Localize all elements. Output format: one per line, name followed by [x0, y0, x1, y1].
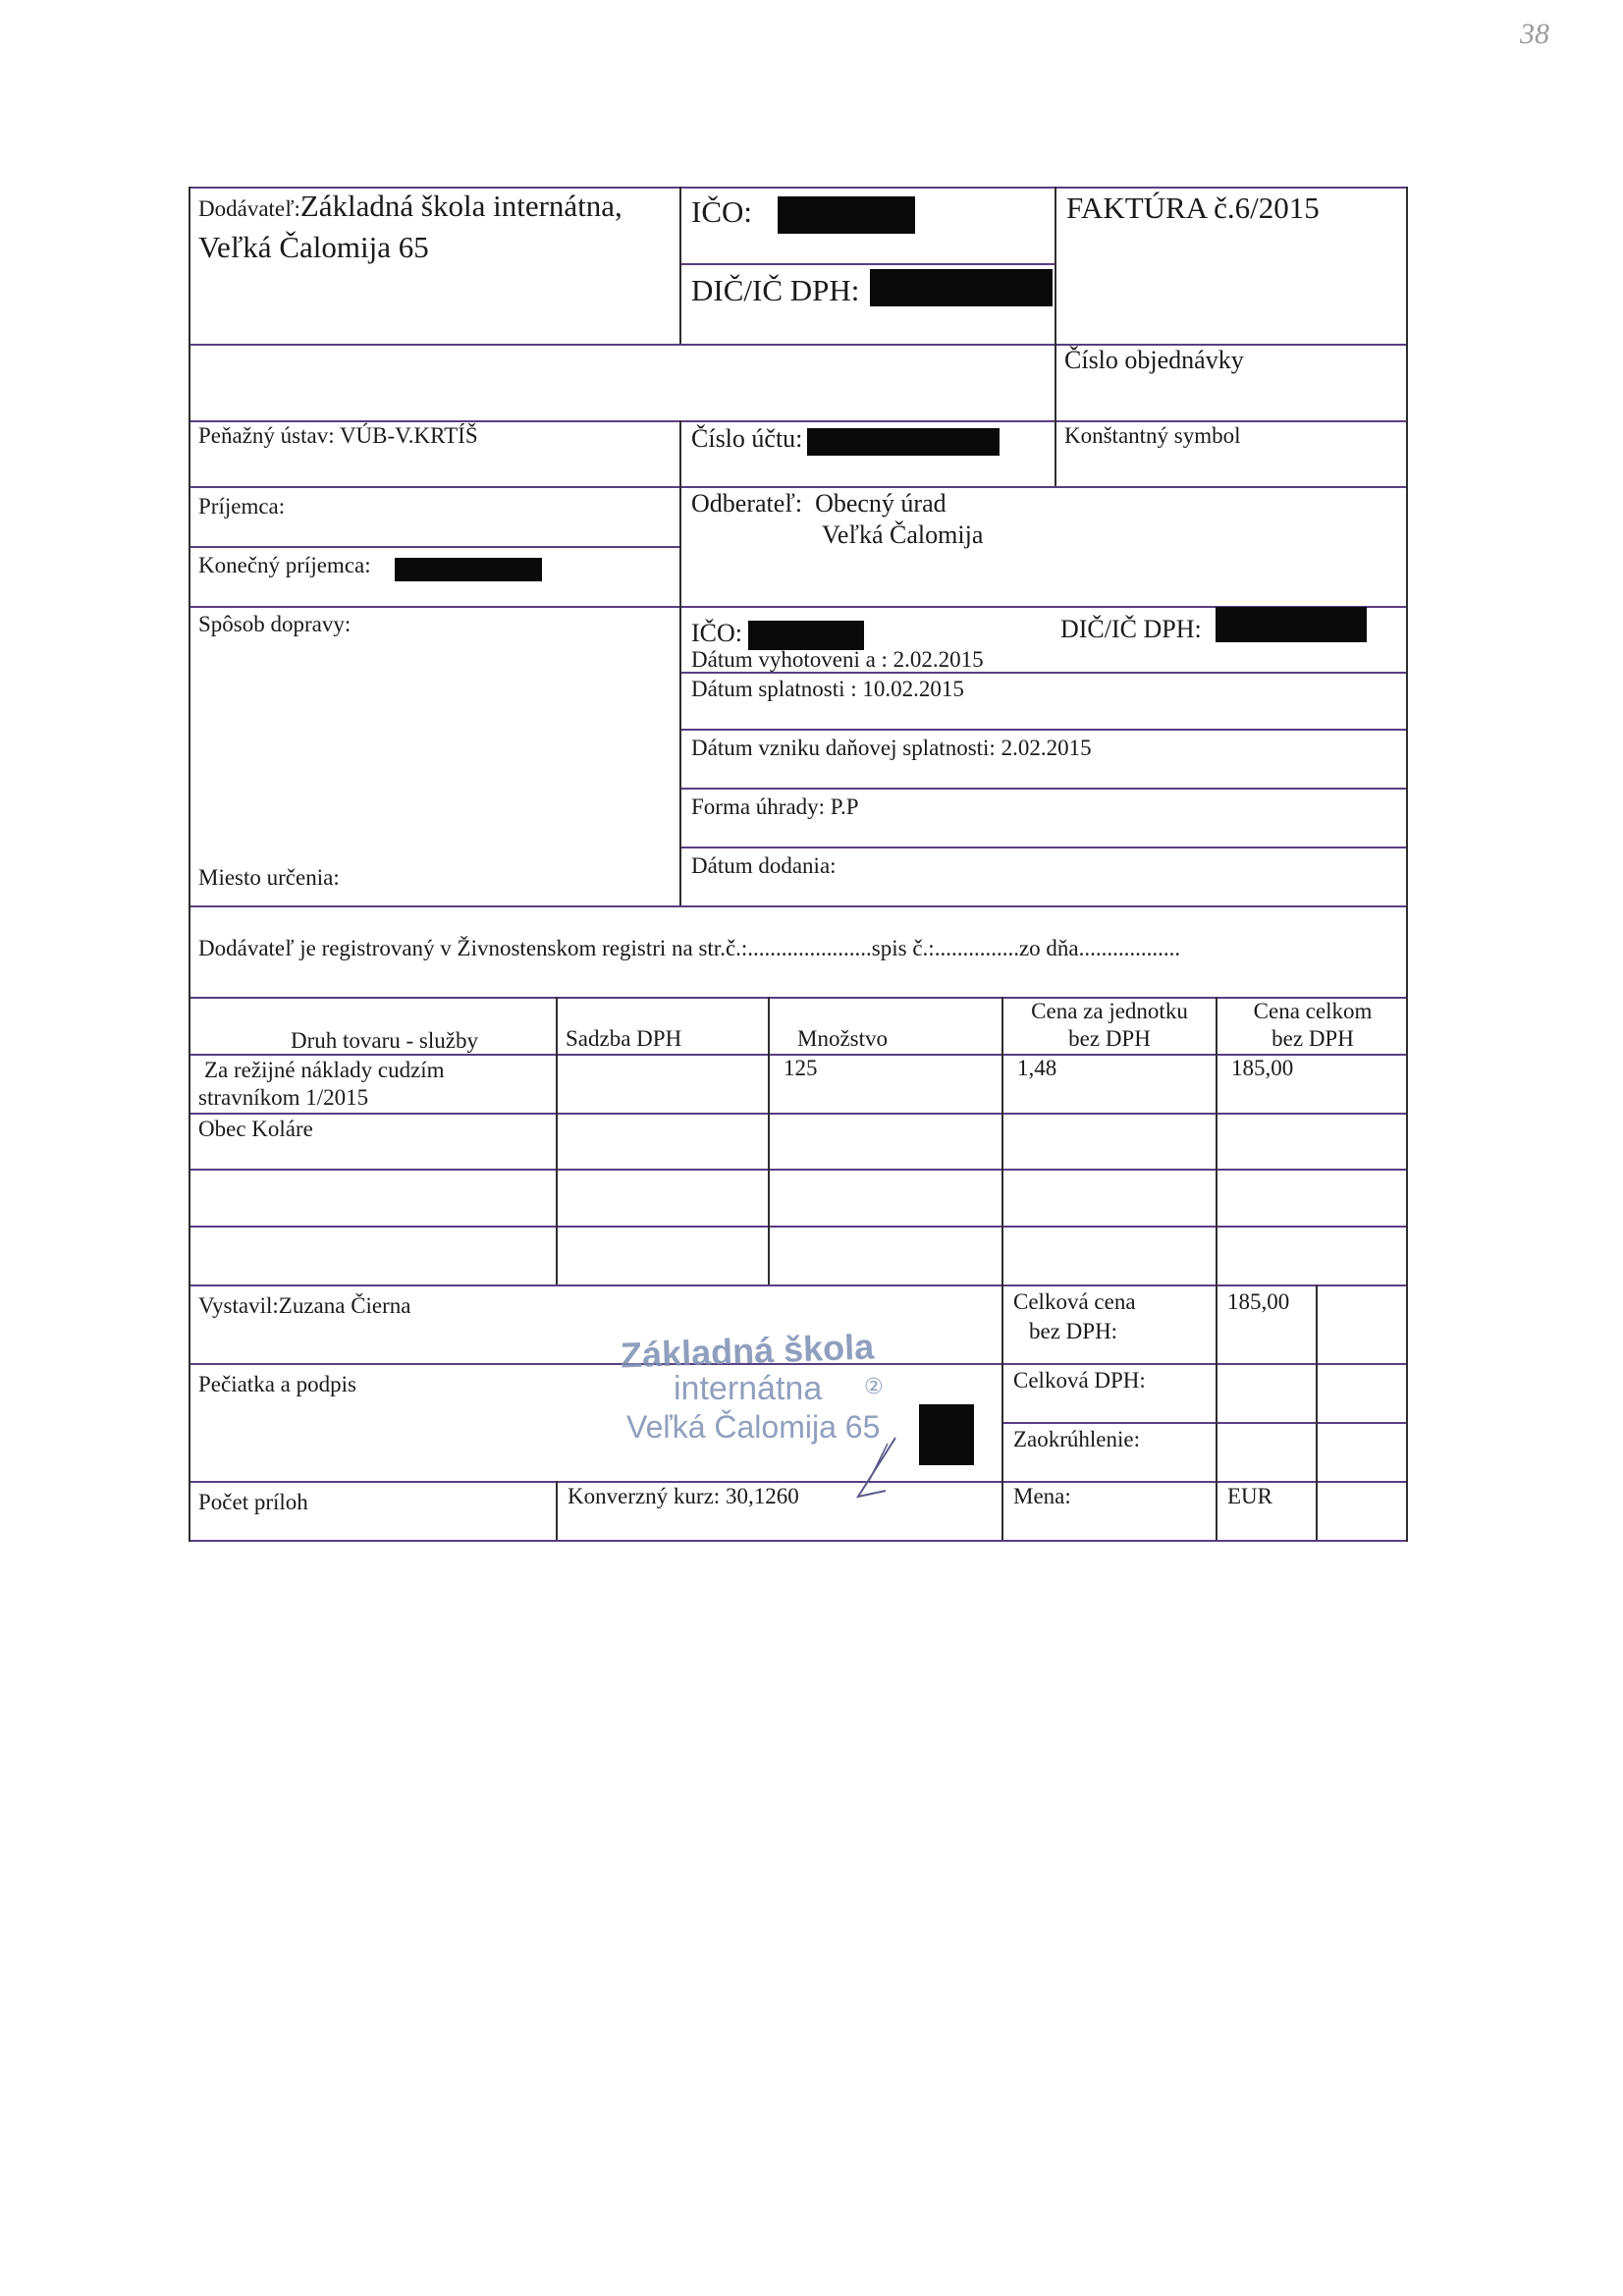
order-number-label: Číslo objednávky — [1064, 346, 1244, 374]
conversion-rate: Konverzný kurz: 30,1260 — [568, 1484, 799, 1508]
rule — [679, 788, 1408, 790]
header-total: Cena celkom — [1253, 999, 1373, 1023]
rule — [189, 1540, 1408, 1542]
currency-label: Mena: — [1013, 1484, 1071, 1508]
issued-by: Vystavil:Zuzana Čierna — [198, 1293, 411, 1318]
bank-name: Peňažný ústav: VÚB-V.KRTÍŠ — [198, 423, 478, 448]
final-recipient-label: Konečný príjemca: — [198, 553, 371, 577]
rounding-label: Zaokrúhlenie: — [1013, 1427, 1141, 1451]
customer-label-text: Odberateľ: — [691, 489, 803, 518]
invoice-title: FAKTÚRA č.6/2015 — [1066, 191, 1320, 225]
item-unit-price: 1,48 — [1017, 1056, 1057, 1080]
redaction-box — [395, 558, 542, 581]
ico-label: IČO: — [691, 194, 752, 229]
header-goods: Druh tovaru - služby — [291, 1028, 478, 1053]
item-description: Obec Koláre — [198, 1117, 313, 1141]
rule — [189, 546, 679, 548]
account-label: Číslo účtu: — [691, 424, 803, 453]
currency-value: EUR — [1227, 1484, 1272, 1508]
header-unit-price-sub: bez DPH — [1068, 1026, 1151, 1051]
rule — [556, 997, 558, 1285]
transport-label: Spôsob dopravy: — [198, 612, 352, 636]
stamp-line: Základná škola — [620, 1326, 875, 1376]
rule — [1216, 997, 1217, 1540]
item-quantity: 125 — [784, 1056, 818, 1080]
stamp-mark: ② — [864, 1374, 884, 1398]
rule — [679, 263, 1055, 265]
rule — [679, 187, 681, 344]
header-total-sub: bez DPH — [1271, 1026, 1354, 1051]
date-due: Dátum splatnosti : 10.02.2015 — [691, 677, 964, 701]
rule — [189, 486, 1408, 488]
rule — [1055, 187, 1056, 486]
stamp-line: Veľká Čalomija 65 — [626, 1409, 881, 1445]
rule — [189, 1226, 1408, 1228]
rule — [189, 905, 1408, 907]
rule — [679, 847, 1408, 848]
redaction-box — [919, 1404, 974, 1465]
date-issued: Dátum vyhotoveni a : 2.02.2015 — [691, 647, 984, 672]
delivery-date-label: Dátum dodania: — [691, 853, 837, 878]
total-price-label: Celková cena — [1013, 1289, 1136, 1314]
rule — [189, 187, 190, 1542]
customer-address: Veľká Čalomija — [822, 520, 984, 549]
rule — [189, 1285, 1408, 1286]
rule — [1001, 1422, 1408, 1424]
total-price-label-sub: bez DPH: — [1029, 1319, 1118, 1343]
payment-form: Forma úhrady: P.P — [691, 794, 859, 819]
page-number: 38 — [1520, 18, 1549, 50]
redaction-box — [1216, 607, 1367, 642]
header-quantity: Množstvo — [797, 1026, 888, 1051]
supplier-label: Dodávateľ: — [198, 196, 300, 221]
rule — [189, 1113, 1408, 1115]
customer-name: Obecný úrad — [815, 489, 947, 518]
rule — [1406, 187, 1408, 1542]
item-description: stravníkom 1/2015 — [198, 1085, 369, 1110]
registration-note: Dodávateľ je registrovaný v Živnostenskom registri na str.č.:......................spis č.:...............zo dňa.................. — [198, 936, 1181, 960]
rule — [189, 1169, 1408, 1171]
recipient-label: Príjemca: — [198, 494, 286, 519]
header-unit-price: Cena za jednotku — [1031, 999, 1188, 1023]
redaction-box — [807, 428, 1000, 456]
total-price-value: 185,00 — [1227, 1289, 1290, 1314]
item-total: 185,00 — [1231, 1056, 1294, 1080]
signature-mark — [846, 1434, 905, 1503]
rule — [556, 1481, 558, 1540]
destination-label: Miesto určenia: — [198, 865, 340, 890]
supplier-name: Základná škola internátna, — [299, 189, 622, 223]
date-tax: Dátum vzniku daňovej splatnosti: 2.02.2015 — [691, 736, 1092, 760]
constant-symbol-label: Konštantný symbol — [1064, 423, 1241, 448]
stamp-line: internátna — [674, 1370, 823, 1407]
rule — [1316, 1285, 1318, 1540]
rule — [679, 729, 1408, 731]
total-vat-label: Celková DPH: — [1013, 1368, 1146, 1393]
redaction-box — [870, 269, 1053, 306]
header-vat-rate: Sadzba DPH — [566, 1026, 682, 1051]
redaction-box — [778, 196, 915, 234]
rule — [679, 420, 681, 905]
attachments-label: Počet príloh — [198, 1490, 308, 1514]
customer-label — [691, 489, 947, 519]
stamp-signature-label: Pečiatka a podpis — [198, 1372, 356, 1396]
supplier-block — [198, 189, 622, 223]
item-description: Za režijné náklady cudzím — [204, 1058, 445, 1082]
dic-label: DIČ/IČ DPH: — [691, 273, 860, 307]
customer-dic-label: DIČ/IČ DPH: — [1060, 615, 1202, 643]
rule — [1001, 997, 1003, 1540]
supplier-address: Veľká Čalomija 65 — [198, 230, 429, 264]
customer-ico-label: IČO: — [691, 619, 742, 647]
invoice-form — [189, 187, 1408, 1542]
rule — [768, 997, 770, 1285]
